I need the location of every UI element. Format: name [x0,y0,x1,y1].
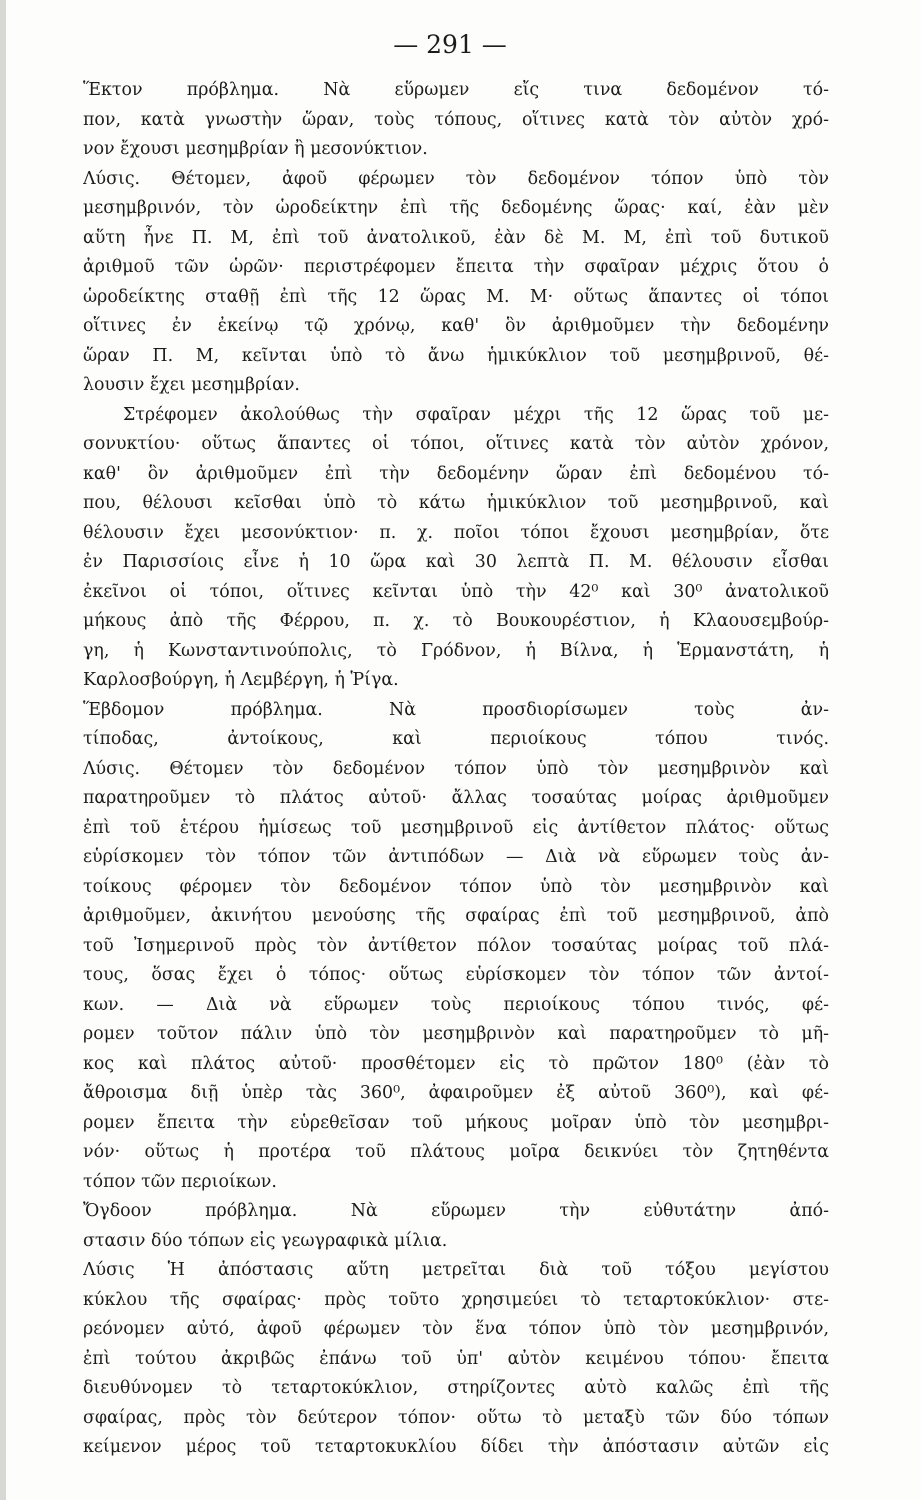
text-line: Ἕβδομον πρόβλημα. Νὰ προσδιορίσωμεν τοὺς ἀν- [83,699,829,720]
page-edge-shadow [0,0,6,1500]
text-line: ὥραν Π. Μ, κεῖνται ὑπὸ τὸ ἄνω ἡμικύκλιον τοῦ μεσημβρινοῦ, θέ- [83,345,829,366]
text-line: τόπον τῶν περιοίκων. [83,1171,277,1192]
text-line: οἵτινες ἐν ἐκείνῳ τῷ χρόνῳ, καθ' ὃν ἀριθμοῦμεν τὴν δεδομένην [83,316,829,336]
text-line: ρεόνομεν αὐτό, ἀφοῦ φέρωμεν τὸν ἕνα τόπον ὑπὸ τὸν μεσημβρινόν, [83,1319,829,1339]
text-line: λουσιν ἔχει μεσημβρίαν. [83,375,300,395]
text-line: ρομεν ἔπειτα τὴν εὑρεθεῖσαν τοῦ μήκους μοῖραν ὑπὸ τὸν μεσημβρι- [83,1112,829,1133]
text-line: κος καὶ πλάτος αὐτοῦ· προσθέτομεν εἰς τὸ πρῶτον 180⁰ (ἐὰν τὸ [83,1053,829,1074]
text-line: γη, ἡ Κωνσταντινούπολις, τὸ Γρόδνον, ἡ Βίλνα, ἡ Ἑρμανστάτη, ἡ [83,640,829,661]
text-line: θέλουσιν ἔχει μεσονύκτιον· π. χ. ποῖοι τόποι ἔχουσι μεσημβρίαν, ὅτε [83,522,829,543]
text-line: κείμενον μέρος τοῦ τεταρτοκυκλίου δίδει τὴν ἀπόστασιν αὐτῶν εἰς [83,1437,829,1457]
text-line: ἐπὶ τοῦ ἑτέρου ἡμίσεως τοῦ μεσημβρινοῦ εἰς ἀντίθετον πλάτος· οὕτως [83,817,829,838]
text-line: σφαίρας, πρὸς τὸν δεύτερον τόπον· οὕτω τὸ μεταξὺ τῶν δύο τόπων [83,1407,829,1428]
text-line: κων. — Διὰ νὰ εὕρωμεν τοὺς περιοίκους τόπου τινός, φέ- [83,994,829,1015]
text-line: Λύσις. Θέτομεν τὸν δεδομένον τόπον ὑπὸ τὸν μεσημβρινὸν καὶ [83,758,829,779]
text-line: τοῦ Ἰσημερινοῦ πρὸς τὸν ἀντίθετον πόλον τοσαύτας μοίρας τοῦ πλά- [83,935,829,956]
text-body [83,76,829,1463]
text-line: μεσημβρινόν, τὸν ὡροδείκτην ἐπὶ τῆς δεδομένης ὥρας· καί, ἐὰν μὲν [83,198,829,218]
text-line: ἄθροισμα διῇ ὑπὲρ τὰς 360⁰, ἀφαιροῦμεν ἐξ αὐτοῦ 360⁰), καὶ φέ- [83,1083,829,1103]
text-line: τοίκους φέρομεν τὸν δεδομένον τόπον ὑπὸ τὸν μεσημβρινὸν καὶ [83,876,829,897]
text-line: ρομεν τοῦτον πάλιν ὑπὸ τὸν μεσημβρινὸν καὶ παρατηροῦμεν τὸ μῆ- [83,1024,829,1044]
text-line: τους, ὅσας ἔχει ὁ τόπος· οὕτως εὑρίσκομεν τὸν τόπον τῶν ἀντοί- [83,965,829,985]
text-line: ἐν Παρισσίοις εἶνε ἡ 10 ὥρα καὶ 30 λεπτὰ Π. Μ. θέλουσιν εἶσθαι [83,552,829,572]
text-line: νον ἔχουσι μεσημβρίαν ἢ μεσονύκτιον. [83,139,428,159]
text-line: ἐπὶ τούτου ἀκριβῶς ἐπάνω τοῦ ὑπ' αὐτὸν κειμένου τόπου· ἔπειτα [83,1348,829,1369]
page-number: — 291 — [393,30,507,59]
text-line: σονυκτίου· οὕτως ἅπαντες οἱ τόποι, οἵτινες κατὰ τὸν αὐτὸν χρόνον, [83,434,829,454]
text-line: Καρλοσβούργη, ἡ Λεμβέργη, ἡ Ῥίγα. [83,670,399,690]
text-line: Λύσις Ἡ ἀπόστασις αὕτη μετρεῖται διὰ τοῦ τόξου μεγίστου [83,1260,829,1280]
text-line: παρατηροῦμεν τὸ πλάτος αὐτοῦ· ἄλλας τοσαύτας μοίρας ἀριθμοῦμεν [83,788,829,808]
text-line: Λύσις. Θέτομεν, ἀφοῦ φέρωμεν τὸν δεδομένον τόπον ὑπὸ τὸν [83,168,829,189]
text-line: αὕτη ἦνε Π. Μ, ἐπὶ τοῦ ἀνατολικοῦ, ἐὰν δὲ Μ. Μ, ἐπὶ τοῦ δυτικοῦ [83,227,829,248]
text-line: Ἕκτον πρόβλημα. Νὰ εὕρωμεν εἴς τινα δεδομένον τό- [83,80,829,100]
text-line: στασιν δύο τόπων εἰς γεωγραφικὰ μίλια. [83,1230,448,1251]
text-line: καθ' ὃν ἀριθμοῦμεν ἐπὶ τὴν δεδομένην ὥραν ἐπὶ δεδομένου τό- [83,463,829,484]
text-line: Ὄγδοον πρόβλημα. Νὰ εὕρωμεν τὴν εὐθυτάτην ἀπό- [83,1201,829,1221]
text-line: ἐκεῖνοι οἱ τόποι, οἵτινες κεῖνται ὑπὸ τὴν 42⁰ καὶ 30⁰ ἀνατολικοῦ [83,581,829,602]
text-line: διευθύνομεν τὸ τεταρτοκύκλιον, στηρίζοντες αὐτὸ καλῶς ἐπὶ τῆς [83,1378,829,1398]
text-line: ἀριθμοῦ τῶν ὡρῶν· περιστρέφομεν ἔπειτα τὴν σφαῖραν μέχρις ὅτου ὁ [83,257,829,277]
text-line: νόν· οὕτως ἡ προτέρα τοῦ πλάτους μοῖρα δεικνύει τὸν ζητηθέντα [83,1142,829,1162]
text-line: ἀριθμοῦμεν, ἀκινήτου μενούσης τῆς σφαίρας ἐπὶ τοῦ μεσημβρινοῦ, ἀπὸ [83,906,829,926]
text-line: κύκλου τῆς σφαίρας· πρὸς τοῦτο χρησιμεύει τὸ τεταρτοκύκλιον· στε- [83,1289,829,1310]
text-line: μήκους ἀπὸ τῆς Φέρρου, π. χ. τὸ Βουκουρέστιον, ἡ Κλαουσεμβούρ- [83,611,829,631]
text-line: πον, κατὰ γνωστὴν ὥραν, τοὺς τόπους, οἵτινες κατὰ τὸν αὐτὸν χρό- [83,109,829,130]
text-line: εὑρίσκομεν τὸν τόπον τῶν ἀντιπόδων — Διὰ νὰ εὕρωμεν τοὺς ἀν- [83,847,829,867]
text-line: τίποδας, ἀντοίκους, καὶ περιοίκους τόπου τινός. [83,729,829,749]
text-line: ὡροδείκτης σταθῇ ἐπὶ τῆς 12 ὥρας Μ. Μ· οὕτως ἅπαντες οἱ τόποι [83,286,829,307]
text-line: που, θέλουσι κεῖσθαι ὑπὸ τὸ κάτω ἡμικύκλιον τοῦ μεσημβρινοῦ, καὶ [83,493,829,513]
text-line: Στρέφομεν ἀκολούθως τὴν σφαῖραν μέχρι τῆς 12 ὥρας τοῦ με- [123,404,829,425]
